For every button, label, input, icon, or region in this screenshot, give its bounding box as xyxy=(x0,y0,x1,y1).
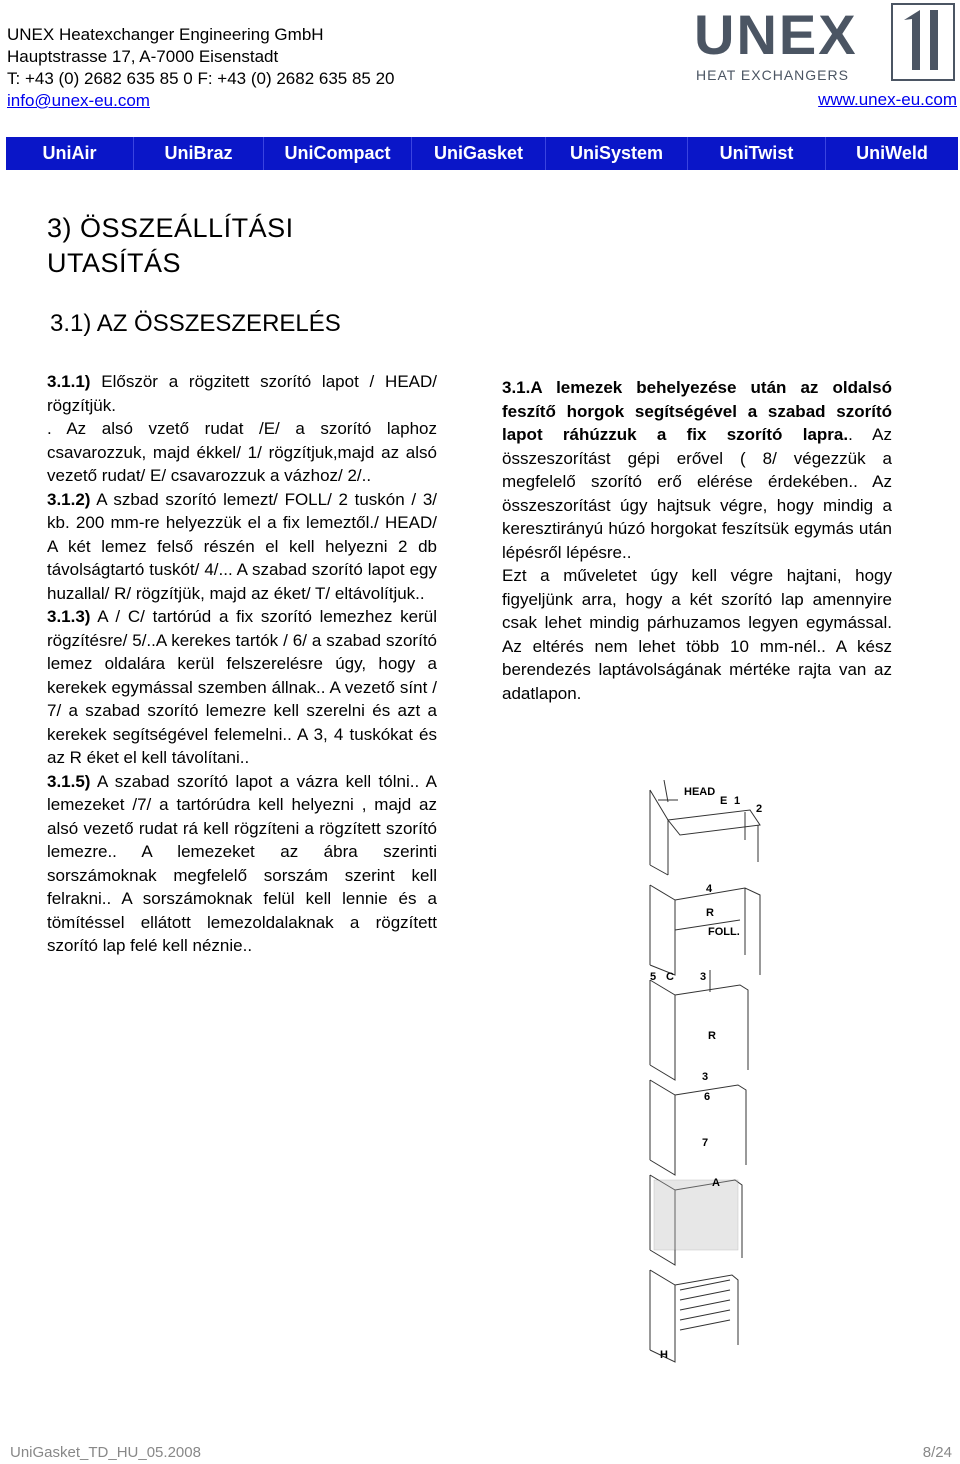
step-3-1-5-text: A szabad szorító lapot a vázra kell tólni.. A lemezeket /7/ a tartórúdra kell helyezni , majd az alsó vezető rudat rá kell rögzíteni a rögzített szorító lemezre.. A lemezeket az ábra szerinti sorszámoknak megfelelő sorszám szerint kell felrakni.. A sorszámoknak felül kell lennie és a tömítéssel ellátott lemezoldalaknak a rögzített szorító lap felé kell néznie.. xyxy=(47,771,437,955)
label-1: 1 xyxy=(734,795,741,807)
label-e: E xyxy=(720,795,728,807)
nav-unibraz[interactable]: UniBraz xyxy=(134,137,264,170)
email-link[interactable]: info@unex-eu.com xyxy=(7,91,150,110)
label-6: 6 xyxy=(704,1091,711,1103)
label-4: 4 xyxy=(706,883,713,895)
label-2: 2 xyxy=(756,803,763,815)
step-3-1-3-text: A / C/ tartórúd a fix szorító lemezhez kerül rögzítésre/ 5/..A kerekes tartók / 6/ a szabad szorító lemez oldalára kerül felszerelésre úgy, hogy a kerekek egymással szemben állnak.. A vezető sínt / 7/ a szabad szorító lemezre kell szerelni és azt a kerekek segítségével felemelni.. A 3, 4 tuskókat és az R éket el kell távolítani.. xyxy=(47,607,437,767)
step-3-1-a xyxy=(502,376,892,564)
page-number: 8/24 xyxy=(922,1444,952,1461)
nav-unicompact[interactable]: UniCompact xyxy=(264,137,412,170)
label-7: 7 xyxy=(702,1137,709,1149)
step-3-1-1b: . Az alsó vzető rudat /E/ a szorító laphoz csavarozzuk, majd ékkel/ 1/ rögzítjuk,majd az alsó vezető rudat/ E/ csavarozzuk a vázhoz/ 2/.. xyxy=(47,419,437,485)
product-nav xyxy=(6,137,958,170)
assembly-diagram xyxy=(620,780,780,1365)
step-3-1-2-text: A szbad szorító lemezt/ FOLL/ 2 tuskón / 3/ kb. 200 mm-re helyezzük el a fix lemeztől./ HEAD/ A két lemez felső részén el kell helyezni 2 db távolságtartó tuskót/ 4/... A szabad szorító lapot egy huzallal/ R/ rögzítjük, majd az éket/ T/ eltávolítjuk.. xyxy=(47,489,437,603)
page-title xyxy=(47,211,294,281)
nav-unitwist[interactable]: UniTwist xyxy=(688,137,826,170)
company-address: Hauptstrasse 17, A-7000 Eisenstadt xyxy=(7,47,279,66)
right-column xyxy=(502,376,892,705)
website-link[interactable]: www.unex-eu.com xyxy=(818,90,957,109)
company-header xyxy=(7,24,395,112)
label-r1: R xyxy=(706,907,714,919)
document-id: UniGasket_TD_HU_05.2008 xyxy=(10,1444,201,1461)
unex-logo xyxy=(690,2,960,84)
logo-text: UNEX xyxy=(694,3,858,66)
company-phone-fax: T: +43 (0) 2682 635 85 0 F: +43 (0) 2682 635 85 20 xyxy=(7,69,395,88)
logo-subtext: HEAT EXCHANGERS xyxy=(696,67,849,83)
step-3-1-a-text: . Az összeszorítást gépi erővel ( 8/ végezzük a megfelelő szorító erő elérése érdekében.. Az összeszorítást úgy hajtsuk végre, hogy mindig a keresztirányú húzó horgokat feszítsük egymás után lépésről lépésre.. xyxy=(502,425,892,562)
nav-uniweld[interactable]: UniWeld xyxy=(856,143,928,163)
nav-unigasket[interactable]: UniGasket xyxy=(412,137,546,170)
section-title: 3.1) AZ ÖSSZESZERELÉS xyxy=(50,310,341,337)
step-3-1-a-note: Ezt a műveletet úgy kell végre hajtani, hogy figyeljünk arra, hogy a két szorító lap amennyire csak lehet mindig párhuzamos legyen egymással. Az eltérés nem lehet több 10 mm-nél.. A kész berendezés laptávolságának mértéke rajta van az adatlapon. xyxy=(502,566,892,703)
page-title-line2: UTASÍTÁS xyxy=(47,248,182,278)
label-3b: 3 xyxy=(702,1071,709,1083)
step-3-1-5-number: 3.1.5) xyxy=(47,771,91,791)
company-name: UNEX Heatexchanger Engineering GmbH xyxy=(7,25,324,44)
nav-uniair[interactable]: UniAir xyxy=(6,137,134,170)
step-3-1-2 xyxy=(47,488,437,606)
label-r2: R xyxy=(708,1030,716,1042)
label-c: C xyxy=(666,971,674,983)
nav-unisystem[interactable]: UniSystem xyxy=(546,137,688,170)
step-3-1-a-bold: 3.1.A lemezek behelyezése után az oldalsó feszítő horgok segítségével a szabad szorító lapot ráhúzzuk a fix szorító lapra. xyxy=(502,378,892,444)
step-3-1-1-number: 3.1.1) xyxy=(47,372,91,391)
step-3-1-1 xyxy=(47,370,437,417)
page-title-line1: 3) ÖSSZEÁLLÍTÁSI xyxy=(47,213,294,243)
label-h: H xyxy=(660,1349,668,1361)
left-column xyxy=(47,370,437,958)
label-3a: 3 xyxy=(700,971,707,983)
label-a: A xyxy=(712,1177,720,1189)
step-3-1-3-number: 3.1.3) xyxy=(47,607,91,626)
step-3-1-2-number: 3.1.2) xyxy=(47,489,91,509)
label-foll: FOLL. xyxy=(708,926,740,938)
step-3-1-3 xyxy=(47,605,437,770)
label-head: HEAD xyxy=(684,786,716,798)
step-3-1-1-text: Először a rögzitett szorító lapot / HEAD/ rögzítjük. xyxy=(47,372,437,415)
label-5: 5 xyxy=(650,971,657,983)
step-3-1-5 xyxy=(47,770,437,958)
